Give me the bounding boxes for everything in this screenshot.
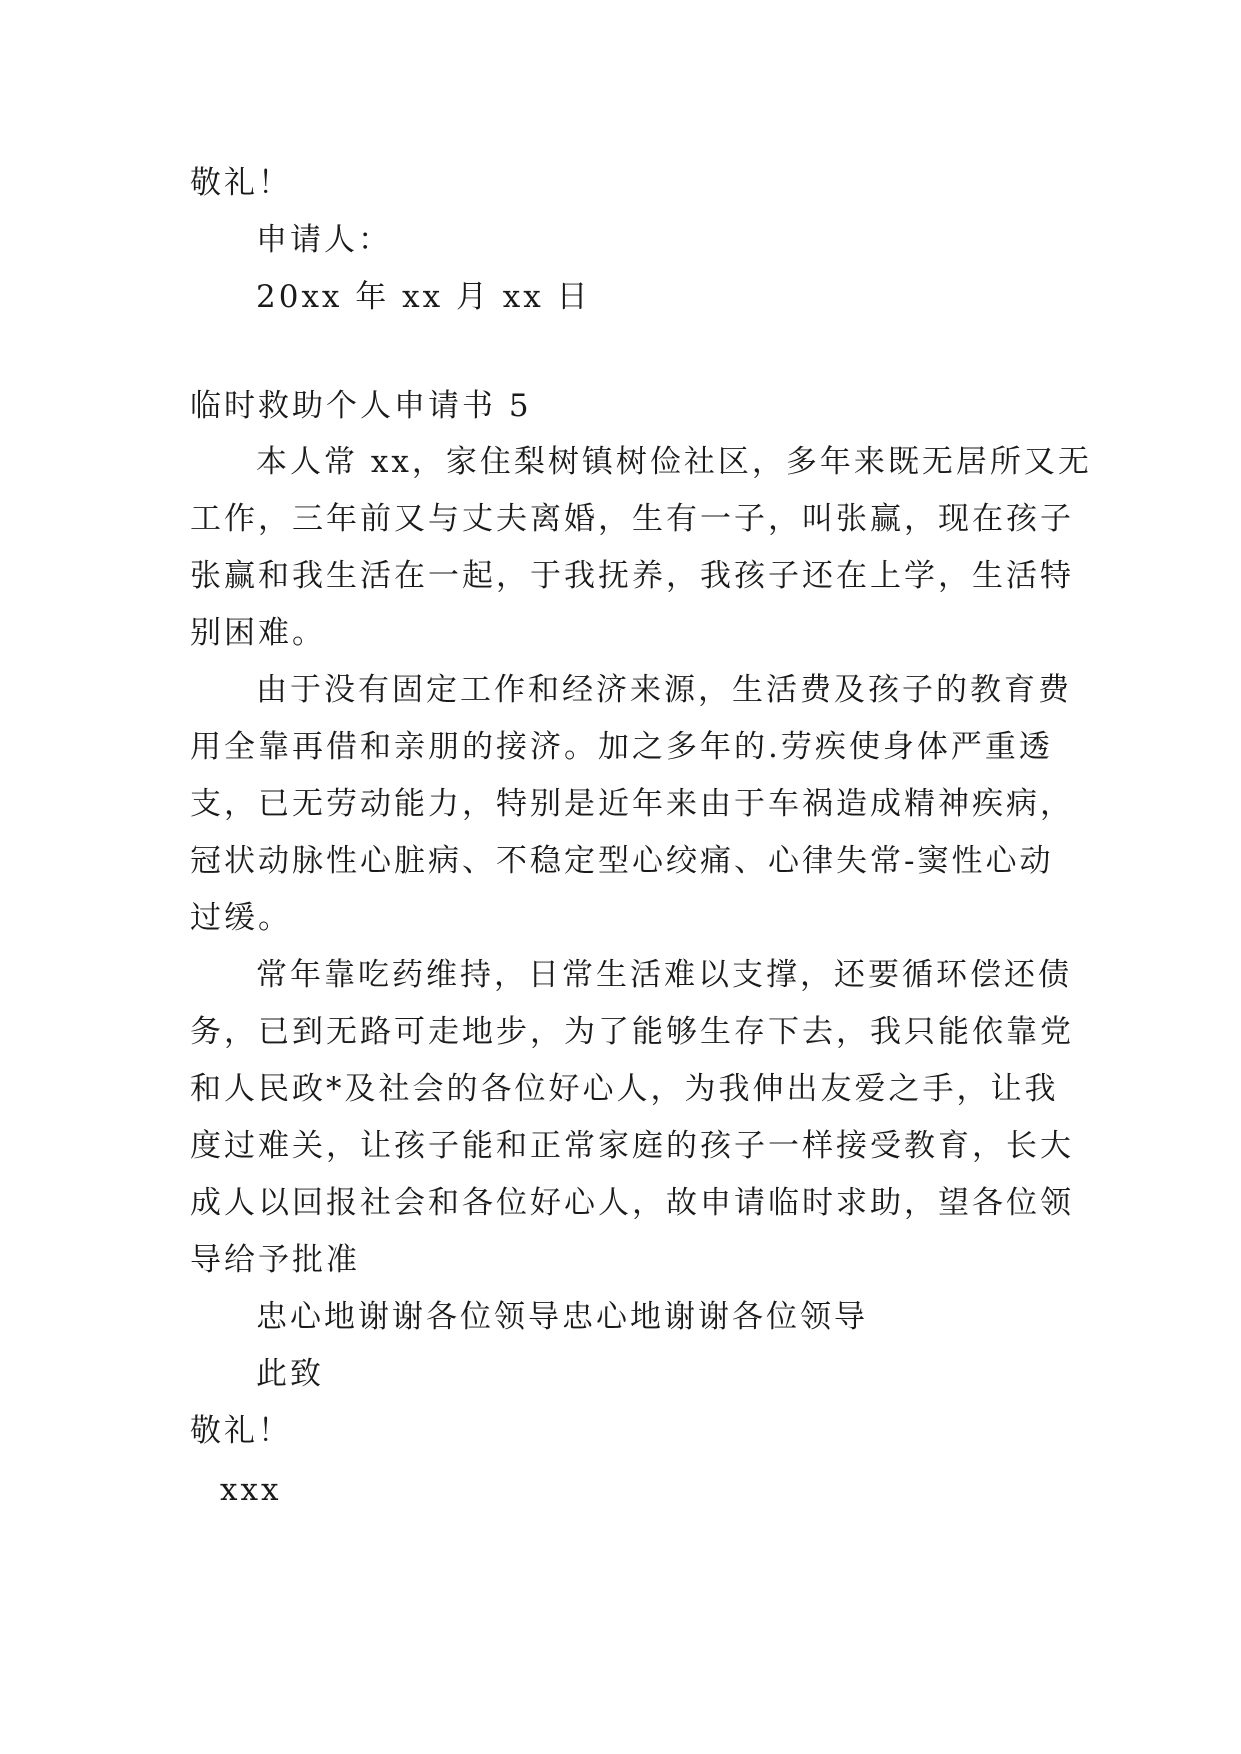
paragraph-3-line: 导给予批准: [190, 1242, 360, 1278]
signature: xxx: [220, 1472, 282, 1508]
paragraph-1-line: 本人常 xx，家住梨树镇树俭社区，多年来既无居所又无: [256, 444, 1092, 480]
thanks-line: 忠心地谢谢各位领导忠心地谢谢各位领导: [256, 1299, 868, 1335]
paragraph-2-line: 冠状动脉性心脏病、不稳定型心绞痛、心律失常-窦性心动: [190, 843, 1054, 879]
paragraph-2-line: 过缓。: [190, 900, 292, 936]
paragraph-2-line: 由于没有固定工作和经济来源，生活费及孩子的教育费: [256, 672, 1072, 708]
paragraph-3-line: 成人以回报社会和各位好心人，故申请临时求助，望各位领: [190, 1185, 1074, 1221]
closing-salute: 敬礼！: [190, 165, 292, 201]
paragraph-2-line: 支，已无劳动能力，特别是近年来由于车祸造成精神疾病，: [190, 786, 1074, 822]
letter-title: 临时救助个人申请书 5: [190, 388, 532, 424]
paragraph-3-line: 常年靠吃药维持，日常生活难以支撑，还要循环偿还债: [256, 957, 1072, 993]
ci-zhi: 此致: [256, 1356, 324, 1392]
application-date: 20xx 年 xx 月 xx 日: [256, 279, 591, 315]
paragraph-1-line: 张赢和我生活在一起，于我抚养，我孩子还在上学，生活特: [190, 558, 1074, 594]
paragraph-3-line: 和人民政*及社会的各位好心人，为我伸出友爱之手，让我: [190, 1071, 1059, 1107]
paragraph-1-line: 别困难。: [190, 615, 326, 651]
paragraph-3-line: 务，已到无路可走地步，为了能够生存下去，我只能依靠党: [190, 1014, 1074, 1050]
paragraph-2-line: 用全靠再借和亲朋的接济。加之多年的.劳疾使身体严重透: [190, 729, 1053, 765]
paragraph-1-line: 工作，三年前又与丈夫离婚，生有一子，叫张赢，现在孩子: [190, 501, 1074, 537]
paragraph-3-line: 度过难关，让孩子能和正常家庭的孩子一样接受教育，长大: [190, 1128, 1074, 1164]
letter-salute: 敬礼！: [190, 1413, 292, 1449]
applicant-label: 申请人：: [256, 222, 392, 258]
